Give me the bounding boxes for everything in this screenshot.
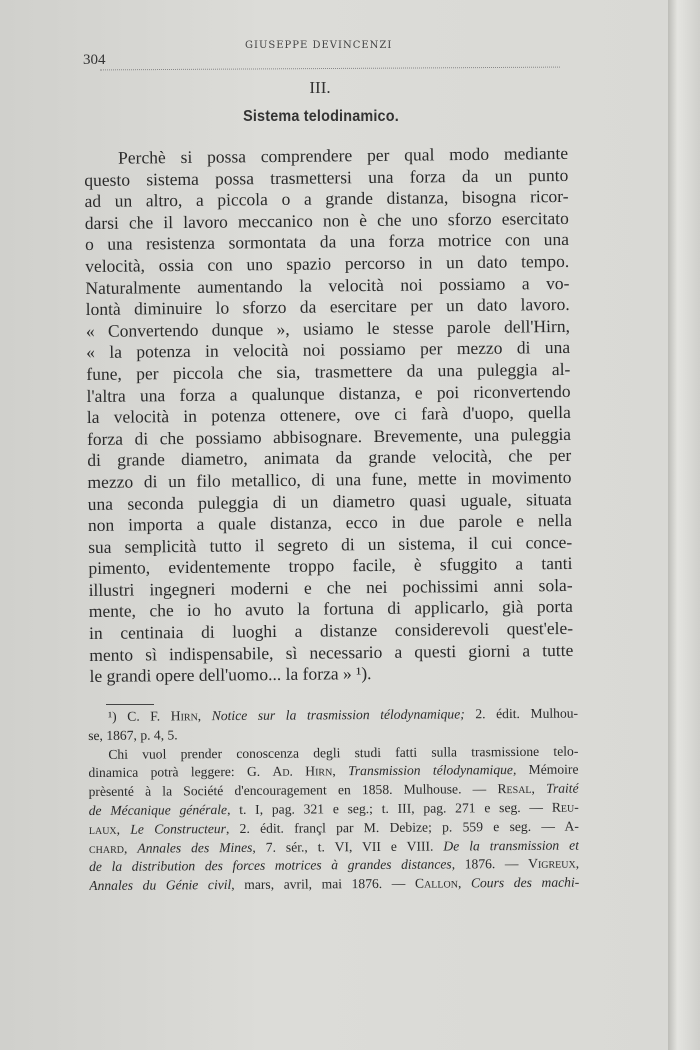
section-title: Sistema telodinamico. [243,108,399,125]
footnote-text: Le Constructeur [130,820,226,837]
footnote-text: 2. édit. Mulhou- [464,705,579,722]
body-line: la velocità in potenza ottenere, ove ci farà d'uopo, quella [86,402,571,428]
footnotes [88,705,579,896]
footnote-text: 1876. — [455,856,529,872]
body-line: pimento, evidentemente troppo facile, è sfuggito a tanti [88,553,573,579]
body-line: Naturalmente aumentando la velocità noi possiamo a vo- [85,272,570,298]
footnote-text: de la distribution des forces motrices à grandes distances, [89,856,456,875]
footnote-text: Annales du Génie civil, [89,877,235,894]
body-line: di grande diametro, animata da grande velocità, che per [87,445,572,471]
footnote-text: Mémoire [516,761,579,778]
body-line: velocità, ossia con uno spazio percorso in un dato tempo. [85,250,570,276]
footnote-text: , [575,855,580,871]
footnote-text: Resal [497,781,532,797]
body-line: una seconda puleggia di un diametro quasi uguale, situata [87,488,572,514]
body-line: « Convertendo dunque », usiamo le stesse parole dell'Hirn, [85,315,570,341]
header-rule [100,67,560,71]
body-line: darsi che il lavoro meccanico non è che uno sforzo esercitato [84,207,569,233]
footnote-rule [106,704,154,705]
body-line: Perchè si possa comprendere per qual modo mediante [117,142,569,168]
footnote-text: mars, avril, mai 1876. — [234,875,416,893]
footnote-line [89,874,579,896]
footnote-text: prèsenté à la Société d'encouragement en 1858. Mulhouse. — [88,781,498,800]
footnote-text: Annales des Mines, [137,839,256,856]
body-line: illustri ingegneri moderni e che nei pochissimi anni sola- [88,574,573,600]
footnote-text: , [123,840,138,856]
running-head: GIUSEPPE DEVINCENZI [245,40,393,51]
footnote-text: 7. sér., t. VI, VII e VIII. [255,838,444,855]
footnote-text: Chi vuol prender conoscenza degli studi fatti sulla trasmissione telo- [108,743,579,762]
body-line: o una resistenza sormontata da una forza motrice con una [84,229,570,255]
footnote-text: Transmission télodynamique, [347,762,517,779]
footnote-text: Reu- [551,799,579,815]
footnote-text: , [332,763,349,779]
footnote-text: , [457,875,471,891]
section-number: III. [309,78,331,97]
body-text [84,143,574,688]
footnote-line [88,705,578,727]
footnote-text: , [197,708,212,724]
footnote-text: De la transmission et [443,837,580,854]
body-line: mezzo di un filo metallico, di una fune, mette in movimento [87,466,572,492]
footnote-text: , 2. édit. françl par M. Debize; p. 559 e seg. — A- [225,818,579,836]
footnote-text: laux [88,821,117,837]
footnote-text: ¹) C. F. [108,708,171,724]
body-line: mente, che io ho avuto la fortuna di applicarlo, già porta [88,596,573,622]
footnote-text: de Mécanique générale [88,802,228,818]
footnote-text: se, 1867, p. 4, 5. [88,727,178,743]
footnote-text: Notice sur la trasmission télodynamique; [211,706,465,724]
body-line: non importa a quale distanza, ecco in due parole e nella [87,510,573,536]
body-line: mento sì indispensabile, sì necessario a questi giorni a tutte [89,639,574,665]
footnote-text: , [116,821,131,837]
body-line: ad un altro, a piccola o a grande distanza, bisogna ricor- [84,186,569,212]
footnote-text: Traité [546,780,579,796]
footnote-text: Vigreux [528,855,576,872]
footnote-text: Callon [414,875,458,891]
book-edge [668,0,700,1050]
footnote-text: dinamica potrà leggere: G. [88,764,273,781]
page-number: 304 [83,52,106,68]
body-line: sua semplicità tutto il segreto di un sistema, il cui conce- [88,531,573,557]
body-line: fune, per piccola che sia, trasmettere da una puleggia al- [86,358,571,384]
body-line: le grandi opere dell'uomo... la forza » ¹). [89,663,372,687]
body-line: lontà diminuire lo sforzo da esercitare per un dato lavoro. [85,294,570,320]
footnote-text: Hirn [170,708,198,724]
body-line: « la potenza in velocità noi possiamo per mezzo di una [86,337,571,363]
footnote-text: chard [88,840,125,856]
body-line: l'altra una forza a qualunque distanza, e poi riconvertendo [86,380,571,406]
footnote-text: , [531,780,547,797]
body-line: questo sistema possa trasmettersi una forza da un punto [84,164,569,190]
footnote-text: , t. I, pag. 321 e seg.; t. III, pag. 271 e seg. — [226,799,552,818]
body-line: in centinaia di luoghi a distanze considerevoli quest'ele- [88,617,574,644]
footnote-text: Cours des machi- [470,874,580,891]
footnote-text: Ad. Hirn [272,763,333,780]
body-line: forza di che possiamo abbisognare. Brevemente, una puleggia [86,423,572,449]
